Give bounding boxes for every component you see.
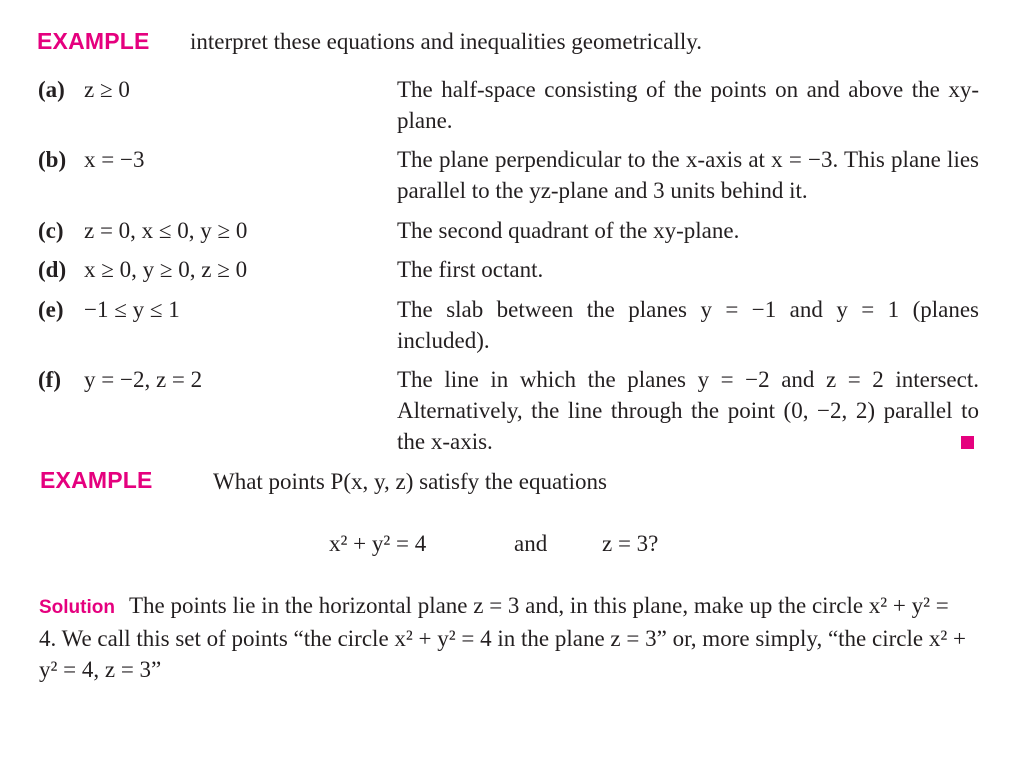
solution-paragraph [39,590,966,685]
solution-text: The points lie in the horizontal plane z = 3 and, in this plane, make up the circle x² + y² = 4. We call this set of points “the circle x² + y² = 4 in the plane z = 3” or, more simply, “the circle x² + y² = 4, z = 3” [39,593,966,682]
item-a-expression: z ≥ 0 [84,77,130,102]
formula-plane-equation: z = 3? [602,531,659,556]
example-1-intro: interpret these equations and inequalities geometrically. [190,29,702,54]
item-b-description: The plane perpendicular to the x-axis at x = −3. This plane lies parallel to the yz-plane and 3 units behind it. [397,147,979,203]
item-d-letter: (d) [38,257,67,282]
item-f-letter: (f) [38,367,61,392]
formula-circle-equation: x² + y² = 4 [329,531,427,556]
solution-label: Solution [39,597,115,618]
item-d-expression: x ≥ 0, y ≥ 0, z ≥ 0 [84,257,248,282]
item-d-description: The first octant. [397,257,544,282]
end-of-example-square [961,436,974,449]
item-c-expression: z = 0, x ≤ 0, y ≥ 0 [84,218,248,243]
example-label-2: EXAMPLE [40,467,153,493]
item-e-letter: (e) [38,297,64,322]
item-b-letter: (b) [38,147,67,172]
item-f-expression: y = −2, z = 2 [84,367,203,392]
item-e-description: The slab between the planes y = −1 and y = 1 (planes included). [397,297,979,353]
example-label-1: EXAMPLE [37,28,150,54]
item-e-expression: −1 ≤ y ≤ 1 [84,297,180,322]
example-2-question: What points P(x, y, z) satisfy the equations [213,469,607,494]
item-c-description: The second quadrant of the xy-plane. [397,218,740,243]
item-b-expression: x = −3 [84,147,145,172]
item-c-letter: (c) [38,218,64,243]
formula-and: and [514,531,548,556]
item-a-letter: (a) [38,77,65,102]
item-a-description: The half-space consisting of the points on and above the xy-plane. [397,77,979,133]
item-f-description: The line in which the planes y = −2 and z = 2 intersect. Alternatively, the line through the point (0, −2, 2) parallel to the x-axis. [397,367,979,454]
